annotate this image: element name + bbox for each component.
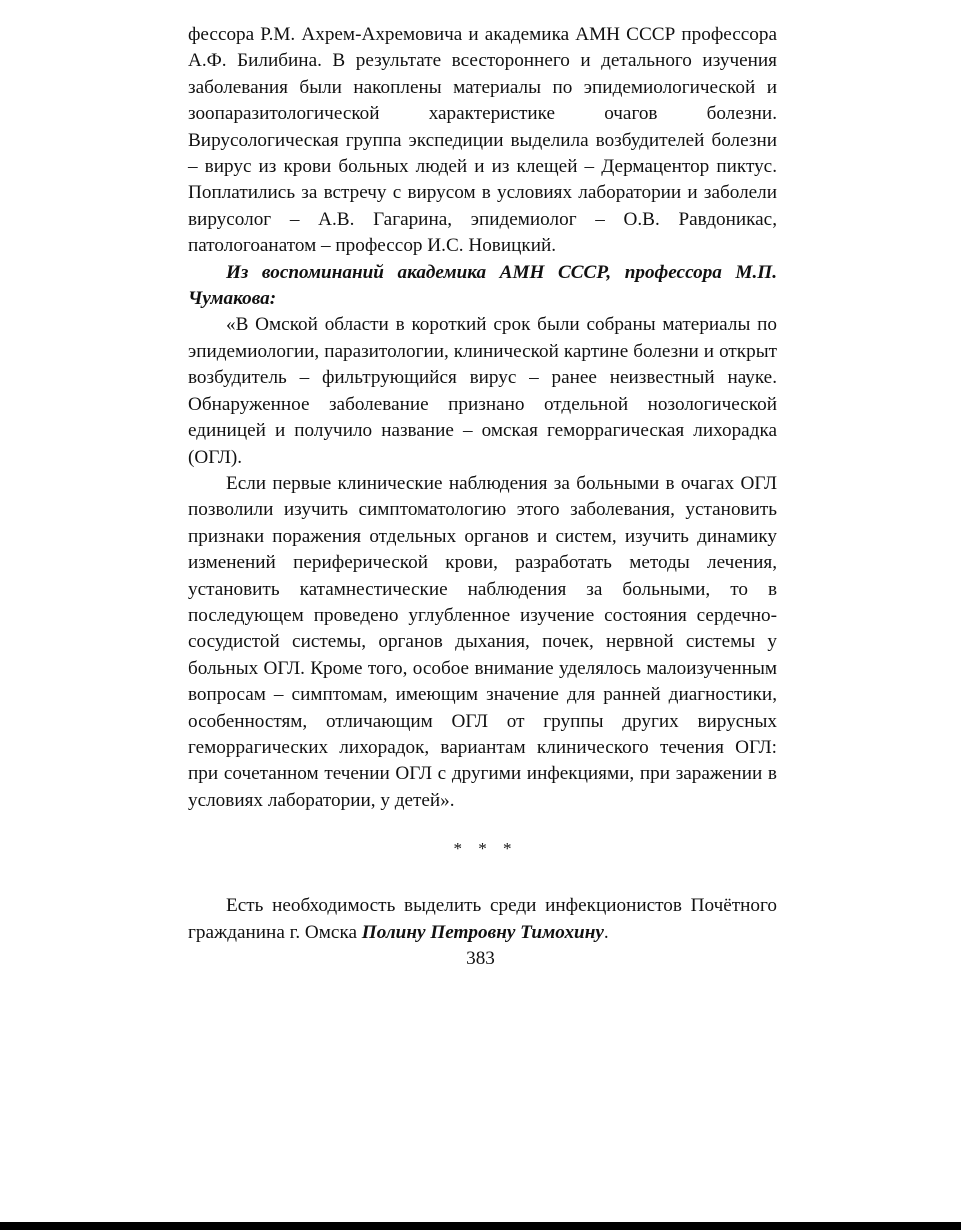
body-text: [188, 22, 777, 946]
memoir-heading: Из воспоминаний академика АМН СССР, профессора М.П. Чумакова:: [188, 261, 777, 310]
quote-paragraph-1: «В Омской области в короткий срок были собраны материалы по эпидемиологии, паразитологии, клинической картине болезни и открыт возбудитель – фильтрующийся вирус – ранее неизвестный науке. Обнаруженное заболевание признано отдельной нозологической единицей и получило название – омская геморрагическая лихорадка (ОГЛ).: [188, 314, 777, 468]
paragraph-continuation: фессора Р.М. Ахрем-Ахремовича и академика АМН СССР профессора А.Ф. Билибина. В результате всестороннего и детального изучения заболевания были накоплены материалы по эпидемиологической и зоопаразитологической характеристике очагов болезни. Вирусологическая группа экспедиции выделила возбудителей болезни – вирус из крови больных людей и из клещей – Дермацентор пиктус. Поплатились за встречу с вирусом в условиях лаборатории и заболели вирусолог – А.В. Гагарина, эпидемиолог – О.В. Равдоникас, патологоанатом – профессор И.С. Новицкий.: [188, 24, 777, 257]
closing-tail: .: [603, 921, 609, 943]
scan-bottom-edge: [0, 1222, 961, 1230]
section-spacer: [188, 862, 777, 893]
honored-name: Полину Петровну Тимохину: [361, 921, 604, 943]
section-separator: * * *: [453, 839, 518, 859]
quote-paragraph-2: Если первые клинические наблюдения за больными в очагах ОГЛ позволили изучить симптоматологию этого заболевания, установить признаки поражения отдельных органов и систем, изучить динамику изменений периферической крови, разработать методы лечения, установить катамнестические наблюдения за больными, то в последующем проведено углубленное изучение состояния сердечно-сосудистой системы, органов дыхания, почек, нервной системы у больных ОГЛ. Кроме того, особое внимание уделялось малоизученным вопросам – симптомам, имеющим значение для ранней диагностики, особенностям, отличающим ОГЛ от группы других вирусных геморрагических лихорадок, вариантам клинического течения ОГЛ: при сочетанном течении ОГЛ с другими инфекциями, при заражении в условиях лаборатории, у детей».: [188, 472, 777, 811]
closing-paragraph: [188, 893, 777, 946]
closing-lead: Есть необходимость выделить среди инфекционистов Почётного гражданина г. Омска: [188, 895, 777, 943]
page-number: 383: [466, 948, 495, 969]
